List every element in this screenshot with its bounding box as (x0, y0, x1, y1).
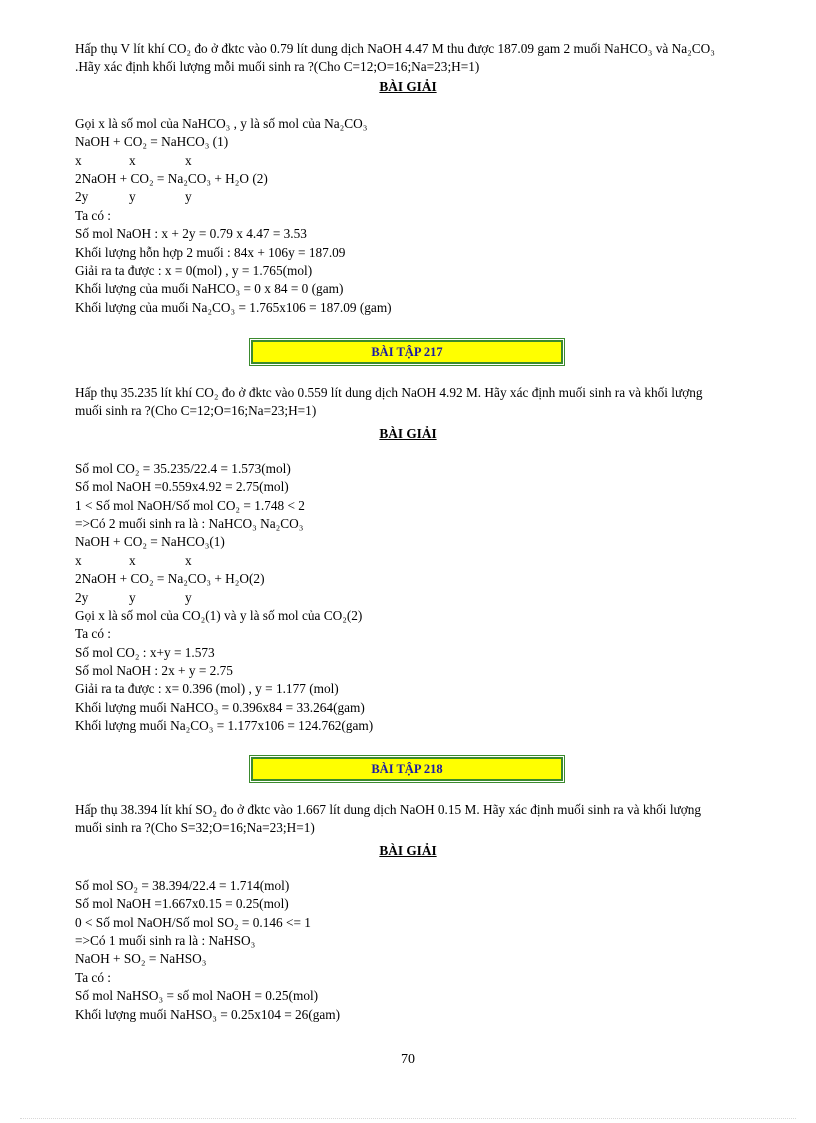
variable-label: 2y (75, 189, 89, 205)
problem-statement (75, 384, 755, 421)
variable-label: x (185, 152, 192, 168)
problem-line: .Hãy xác định khối lượng mỗi muối sinh ra ?(Cho C=12;O=16;Na=23;H=1) (75, 59, 480, 75)
solution-body (75, 460, 755, 736)
exercise-banner-217 (251, 340, 563, 364)
problem-statement (75, 801, 755, 838)
solution-line: Khối lượng muối NaHSO₃ = 0.25x104 = 26(gam) (75, 1006, 341, 1022)
section-3 (75, 801, 755, 1024)
solution-line: 2NaOH + CO₂ = Na₂CO₃ + H₂O(2) (75, 571, 265, 587)
variable-row (75, 552, 755, 570)
solution-body (75, 877, 755, 1024)
variable-label: x (185, 552, 192, 568)
problem-line: muối sinh ra ?(Cho C=12;O=16;Na=23;H=1) (75, 403, 317, 419)
problem-line: Hấp thụ 35.235 lít khí CO₂ đo ở đktc vào 0.559 lít dung dịch NaOH 4.92 M. Hãy xác định muối sinh ra và khối lượng (75, 385, 703, 400)
variable-label: x (75, 552, 82, 568)
solution-line: 1 < Số mol NaOH/Số mol CO₂ = 1.748 < 2 (75, 497, 305, 513)
page-bottom-divider (20, 1118, 796, 1119)
solution-line: Số mol NaOH =0.559x4.92 = 2.75(mol) (75, 479, 289, 495)
solution-line: Khối lượng hỗn hợp 2 muối : 84x + 106y = 187.09 (75, 244, 346, 260)
solution-line: NaOH + SO₂ = NaHSO₃ (75, 951, 207, 967)
variable-label: x (75, 152, 82, 168)
problem-line: Hấp thụ V lít khí CO₂ đo ở đktc vào 0.79 lít dung dịch NaOH 4.47 M thu được 187.09 gam 2 muối NaHCO₃ và Na₂CO₃ (75, 41, 715, 56)
problem-line: Hấp thụ 38.394 lít khí SO₂ đo ở đktc vào 1.667 lít dung dịch NaOH 0.15 M. Hãy xác định muối sinh ra và khối lượng (75, 802, 702, 817)
page-number: 70 (401, 1052, 415, 1067)
variable-row (75, 152, 755, 170)
section-1 (75, 40, 755, 317)
solution-line: Số mol SO₂ = 38.394/22.4 = 1.714(mol) (75, 877, 290, 893)
variable-label: y (129, 189, 136, 205)
solution-line: =>Có 1 muối sinh ra là : NaHSO₃ (75, 932, 256, 948)
solution-line: Giải ra ta được : x = 0(mol) , y = 1.765(mol) (75, 262, 313, 278)
problem-line: muối sinh ra ?(Cho S=32;O=16;Na=23;H=1) (75, 820, 315, 836)
solution-line: =>Có 2 muối sinh ra là : NaHCO₃ Na₂CO₃ (75, 515, 304, 531)
variable-label: x (129, 552, 136, 568)
solution-line: Khối lượng của muối Na₂CO₃ = 1.765x106 = 187.09 (gam) (75, 299, 392, 315)
solution-line: Khối lượng muối Na₂CO₃ = 1.177x106 = 124.762(gam) (75, 718, 374, 734)
solution-line: Gọi x là số mol của CO₂(1) và y là số mol của CO₂(2) (75, 607, 363, 623)
problem-statement (75, 40, 755, 77)
solution-line: Số mol NaOH : 2x + y = 2.75 (75, 663, 233, 679)
solution-title: BÀI GIẢI (379, 425, 437, 441)
solution-line: Số mol CO₂ = 35.235/22.4 = 1.573(mol) (75, 460, 291, 476)
variable-row (75, 188, 755, 206)
exercise-banner-label: BÀI TẬP 218 (371, 761, 443, 776)
solution-title: BÀI GIẢI (379, 78, 437, 94)
solution-line: Giải ra ta được : x= 0.396 (mol) , y = 1.177 (mol) (75, 681, 339, 697)
solution-line: Số mol CO₂ : x+y = 1.573 (75, 644, 215, 660)
solution-line: Ta có : (75, 626, 111, 642)
solution-line: Ta có : (75, 207, 111, 223)
solution-line: NaOH + CO₂ = NaHCO₃(1) (75, 534, 225, 550)
solution-line: 0 < Số mol NaOH/Số mol SO₂ = 0.146 <= 1 (75, 914, 311, 930)
variable-label: y (185, 189, 192, 205)
section-2 (75, 384, 755, 736)
variable-row (75, 589, 755, 607)
variable-label: 2y (75, 589, 89, 605)
solution-line: Gọi x là số mol của NaHCO₃ , y là số mol của Na₂CO₃ (75, 115, 368, 131)
solution-title: BÀI GIẢI (379, 842, 437, 858)
solution-line: Ta có : (75, 969, 111, 985)
variable-label: y (185, 589, 192, 605)
variable-label: x (129, 152, 136, 168)
variable-label: y (129, 589, 136, 605)
exercise-banner-218 (251, 757, 563, 781)
solution-line: Số mol NaHSO₃ = số mol NaOH = 0.25(mol) (75, 988, 319, 1004)
solution-line: NaOH + CO₂ = NaHCO₃ (1) (75, 134, 229, 150)
solution-line: Khối lượng của muối NaHCO₃ = 0 x 84 = 0 (gam) (75, 281, 344, 297)
solution-line: Số mol NaOH : x + 2y = 0.79 x 4.47 = 3.53 (75, 226, 307, 242)
exercise-banner-label: BÀI TẬP 217 (371, 344, 443, 359)
solution-line: Số mol NaOH =1.667x0.15 = 0.25(mol) (75, 896, 289, 912)
solution-line: Khối lượng muối NaHCO₃ = 0.396x84 = 33.264(gam) (75, 699, 365, 715)
solution-line: 2NaOH + CO₂ = Na₂CO₃ + H₂O (2) (75, 170, 268, 186)
solution-body (75, 115, 755, 317)
